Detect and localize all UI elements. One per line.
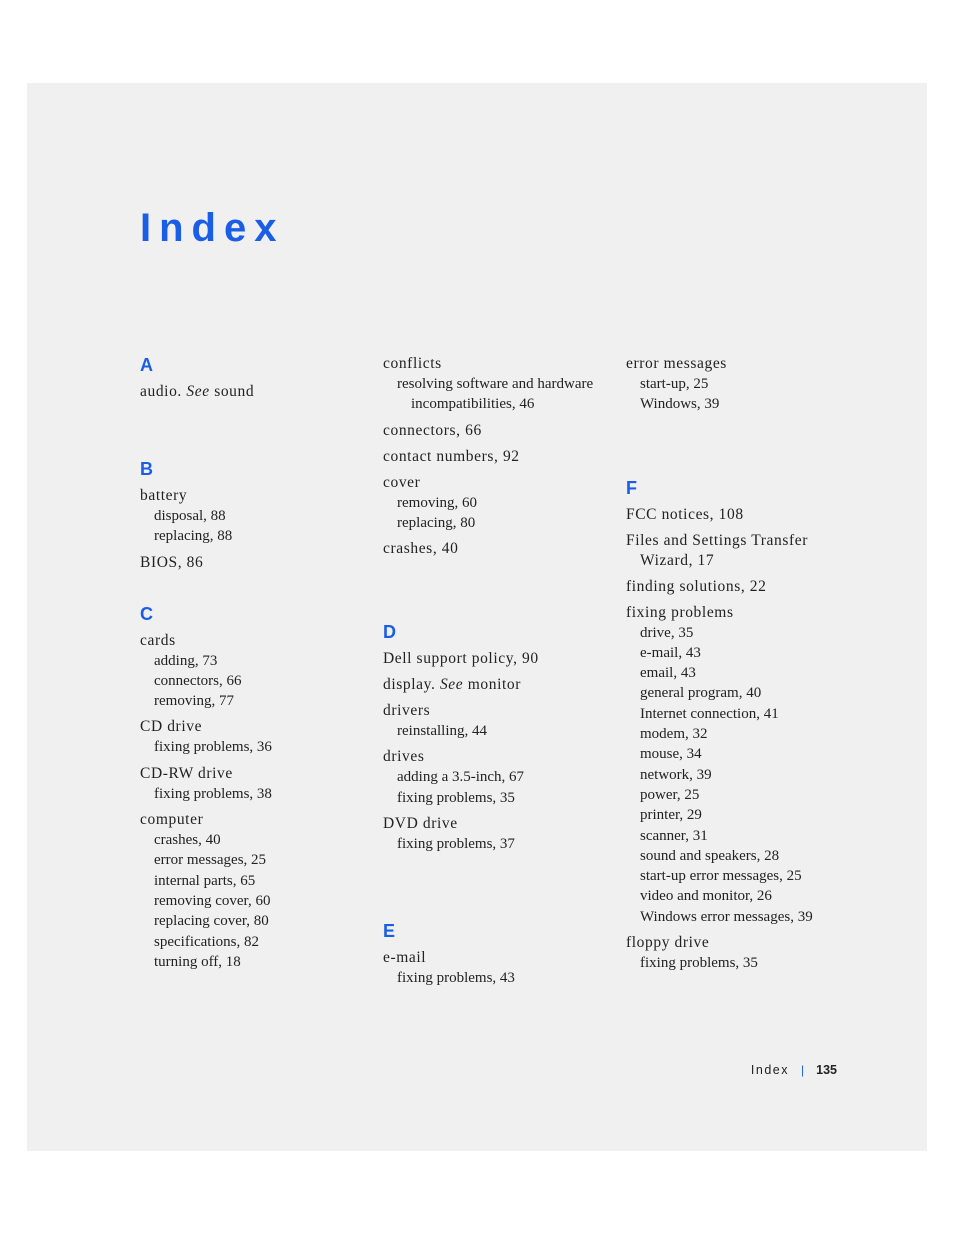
index-subentry: power, 25 [640, 786, 700, 803]
index-subentry: fixing problems, 36 [154, 739, 272, 756]
see-target: monitor [467, 676, 522, 694]
index-term [626, 603, 861, 623]
index-subentry: removing cover, 60 [154, 892, 271, 909]
index-subentry: start-up error messages, 25 [640, 868, 802, 885]
term-text: Dell support policy, 90 [383, 650, 539, 668]
index-subentry: scanner, 31 [640, 827, 708, 844]
section-letter: B [140, 459, 153, 479]
index-subentry: fixing problems, 35 [640, 955, 758, 972]
term-text: fixing problems [626, 603, 734, 621]
index-entry [383, 747, 618, 808]
index-term [140, 810, 375, 830]
index-entry [626, 531, 861, 571]
section-letter: F [626, 477, 637, 498]
index-entry [626, 603, 861, 927]
index-entry [383, 473, 618, 534]
index-term [383, 701, 618, 721]
index-entry [140, 553, 375, 573]
index-section [140, 458, 375, 573]
index-subentry: fixing problems, 35 [397, 789, 515, 806]
index-term [626, 354, 861, 374]
index-entry [140, 764, 375, 804]
index-subentry: email, 43 [640, 665, 696, 682]
index-subentry: mouse, 34 [640, 746, 702, 763]
index-subentry: Internet connection, 41 [640, 705, 779, 722]
index-subentry: specifications, 82 [154, 933, 259, 950]
index-subentry: e-mail, 43 [640, 644, 701, 661]
index-term [383, 675, 618, 695]
index-entry [383, 675, 618, 695]
see-word: See [186, 383, 210, 400]
index-section [626, 354, 861, 447]
index-subentry: start-up, 25 [640, 376, 709, 392]
index-subentry: drive, 35 [640, 624, 694, 641]
index-subentry: printer, 29 [640, 807, 702, 824]
index-section [383, 621, 618, 890]
page-footer [751, 1063, 837, 1077]
index-term [383, 354, 618, 374]
index-subentry: adding a 3.5-inch, 67 [397, 769, 525, 786]
index-entry [140, 486, 375, 547]
index-entry [383, 814, 618, 854]
index-entry [626, 505, 861, 525]
index-section [383, 920, 618, 988]
index-term [626, 933, 861, 953]
index-term [140, 553, 375, 573]
term-text: connectors, 66 [383, 421, 482, 439]
index-term [140, 382, 375, 402]
index-term [140, 764, 375, 784]
index-subentry: modem, 32 [640, 726, 708, 743]
term-text: crashes, 40 [383, 540, 459, 558]
index-entry [383, 649, 618, 669]
term-text: drivers [383, 702, 431, 720]
index-entry [383, 447, 618, 467]
index-entry [383, 421, 618, 441]
index-entry [383, 354, 618, 415]
footer-separator: | [801, 1063, 805, 1077]
index-term [383, 649, 618, 669]
index-subentry: adding, 73 [154, 652, 218, 669]
term-text: error messages [626, 355, 727, 372]
index-subentry: removing, 77 [154, 693, 234, 710]
index-entry [383, 701, 618, 741]
index-subentry: sound and speakers, 28 [640, 847, 780, 864]
index-entry [626, 933, 861, 973]
index-section [140, 603, 375, 1001]
index-subentry: turning off, 18 [154, 953, 241, 970]
term-text: display. [383, 676, 436, 694]
term-text: CD-RW drive [140, 764, 233, 782]
term-text: Files and Settings Transfer Wizard, 17 [626, 531, 808, 569]
section-letter: A [140, 355, 153, 375]
index-entry [383, 539, 618, 559]
index-term [383, 539, 618, 559]
index-subentry: general program, 40 [640, 685, 762, 702]
page-number: 135 [816, 1063, 837, 1077]
term-text: drives [383, 748, 425, 766]
term-text: cover [383, 473, 421, 491]
index-entry [626, 577, 861, 597]
index-term [140, 717, 375, 737]
index-entry [626, 354, 861, 415]
index-term [383, 814, 618, 834]
index-entry [140, 631, 375, 712]
index-subentry: video and monitor, 26 [640, 888, 772, 905]
term-text: battery [140, 487, 188, 504]
see-target: sound [214, 383, 255, 400]
see-word: See [439, 676, 464, 694]
index-term [626, 531, 861, 571]
index-subentry: Windows error messages, 39 [640, 908, 813, 925]
term-text: finding solutions, 22 [626, 577, 767, 595]
term-text: cards [140, 631, 176, 649]
term-text: BIOS, 86 [140, 553, 204, 571]
index-term [383, 473, 618, 493]
index-subentry: Windows, 39 [640, 396, 720, 413]
index-entry [140, 717, 375, 757]
index-section [626, 477, 861, 974]
index-entry [140, 382, 375, 402]
index-subentry: internal parts, 65 [154, 872, 256, 889]
footer-label: Index [750, 1063, 790, 1077]
index-term [383, 948, 618, 968]
index-subentry: reinstalling, 44 [397, 723, 487, 740]
index-entry [140, 810, 375, 972]
index-entry [383, 948, 618, 988]
index-subentry: replacing, 88 [154, 528, 233, 545]
term-text: e-mail [383, 949, 427, 967]
index-column-1 [140, 354, 375, 1000]
index-subentry: removing, 60 [397, 494, 477, 511]
section-letter: D [383, 622, 396, 643]
index-term [383, 747, 618, 767]
index-term [383, 447, 618, 467]
index-subentry: connectors, 66 [154, 672, 242, 689]
index-section [383, 354, 618, 591]
term-text: conflicts [383, 355, 442, 372]
index-section [140, 354, 375, 428]
term-text: FCC notices, 108 [626, 505, 744, 523]
index-subentry: disposal, 88 [154, 508, 226, 524]
index-subentry: network, 39 [640, 766, 712, 783]
term-text: audio. [140, 383, 182, 400]
index-subentry: replacing cover, 80 [154, 913, 269, 930]
term-text: DVD drive [383, 815, 458, 833]
index-term [383, 421, 618, 441]
term-text: CD drive [140, 718, 203, 736]
index-subentry: replacing, 80 [397, 514, 476, 531]
index-subentry: fixing problems, 43 [397, 970, 515, 987]
section-letter: E [383, 921, 396, 942]
index-subentry: fixing problems, 37 [397, 836, 515, 853]
page-title: Index [140, 206, 285, 250]
section-letter: C [140, 603, 153, 624]
index-term [626, 505, 861, 525]
index-term [140, 486, 375, 506]
index-term [140, 631, 375, 651]
index-column-3 [626, 354, 861, 979]
term-text: computer [140, 811, 204, 829]
index-subentry: fixing problems, 38 [154, 785, 272, 802]
index-subentry: resolving software and hardware incompatibilities, 46 [397, 376, 594, 413]
index-term [626, 577, 861, 597]
term-text: contact numbers, 92 [383, 447, 520, 465]
term-text: floppy drive [626, 934, 710, 952]
index-subentry: error messages, 25 [154, 852, 267, 869]
index-subentry: crashes, 40 [154, 832, 221, 849]
index-column-2 [383, 354, 618, 995]
